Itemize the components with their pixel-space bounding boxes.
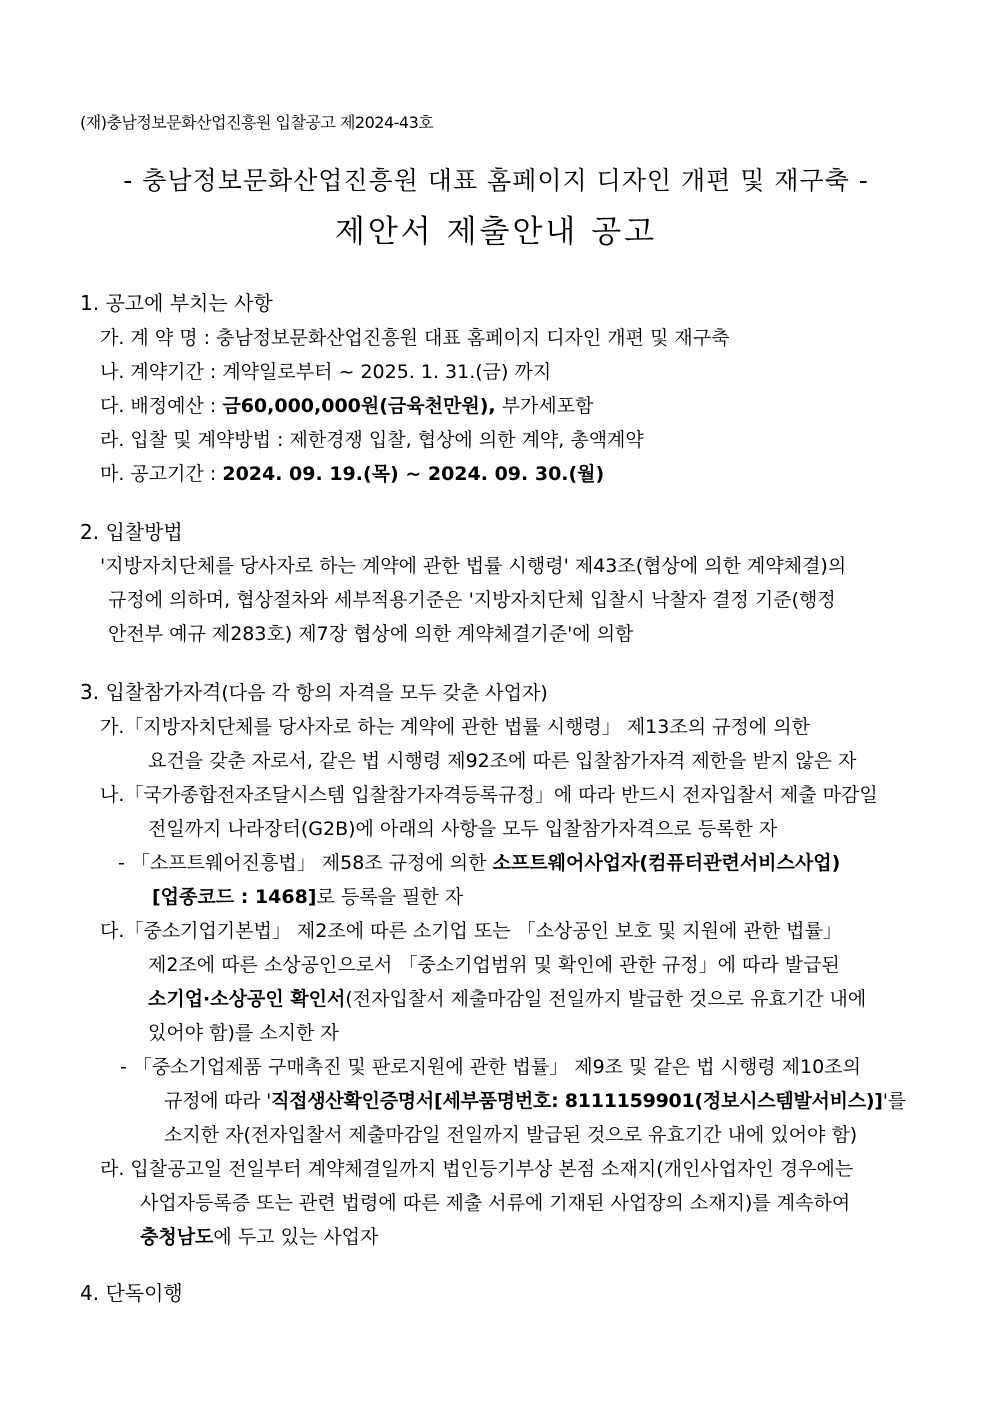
section-3-heading <box>80 679 548 706</box>
qualification-da-sub-line-3: 소지한 자(전자입찰서 제출마감일 전일까지 발급된 것으로 유효기간 내에 있어야 함) <box>164 1124 858 1146</box>
notice-period-dates: 2024. 09. 19.(목) ~ 2024. 09. 30.(월) <box>222 463 605 485</box>
direct-production-certificate: 직접생산확인증명서[세부품명번호: 8111159901(정보시스템발서비스)] <box>271 1090 883 1112</box>
notice-period <box>100 461 604 487</box>
contract-name: 가. 계 약 명 : 충남정보문화산업진흥원 대표 홈페이지 디자인 개편 및 재구축 <box>100 327 730 349</box>
qualification-ga-line-2: 요건을 갖춘 자로서, 같은 법 시행령 제92조에 따른 입찰참가자격 제한을 받지 않은 자 <box>148 750 857 772</box>
qualification-da-line-4: 있어야 함)를 소지한 자 <box>148 1022 339 1044</box>
qualification-da-line-1: 다.「중소기업기본법」 제2조에 따른 소기업 또는 「소상공인 보호 및 지원에 관한 법률」 <box>100 920 842 942</box>
industry-code: [업종코드 : 1468] <box>152 886 317 908</box>
qualification-na-line-2: 전일까지 나라장터(G2B)에 아래의 사항을 모두 입찰참가자격으로 등록한 자 <box>148 818 778 840</box>
certificate-validity-note: (전자입찰서 제출마감일 전일까지 발급한 것으로 유효기간 내에 <box>345 988 867 1010</box>
bid-method: 라. 입찰 및 계약방법 : 제한경쟁 입찰, 협상에 의한 계약, 총액계약 <box>100 429 644 451</box>
section-3-title: 3. 입찰참가자격 <box>80 680 222 704</box>
qualification-ra-line-3 <box>140 1224 378 1250</box>
budget-amount: 금60,000,000원(금육천만원), <box>222 395 496 417</box>
direct-production-suffix: '를 <box>882 1090 906 1112</box>
direct-production-prefix: 규정에 따라 ' <box>164 1090 272 1112</box>
qualification-na-sub-line-2 <box>152 884 463 910</box>
notice-number: (재)충남정보문화산업진흥원 입찰공고 제2024-43호 <box>80 113 434 132</box>
qualification-da-sub-line-2 <box>164 1088 906 1114</box>
bid-method-line-2: 규정에 의하며, 협상절차와 세부적용기준은 '지방자치단체 입찰시 낙찰자 결정 기준(행정 <box>108 589 836 611</box>
contract-period: 나. 계약기간 : 계약일로부터 ~ 2025. 1. 31.(금) 까지 <box>100 361 552 383</box>
notice-subtitle: - 충남정보문화산업진흥원 대표 홈페이지 디자인 개편 및 재구축 - <box>123 166 869 195</box>
section-1-heading: 1. 공고에 부치는 사항 <box>80 291 273 315</box>
qualification-na-line-1: 나.「국가종합전자조달시스템 입찰참가자격등록규정」에 따라 반드시 전자입찰서 제출 마감일 <box>100 784 878 806</box>
bid-method-line-3: 안전부 예규 제283호) 제7장 협상에 의한 계약체결기준'에 의함 <box>108 623 634 645</box>
notice-period-label: 마. 공고기간 : <box>100 463 223 485</box>
budget-label: 다. 배정예산 : <box>100 395 223 417</box>
qualification-da-line-2: 제2조에 따른 소상공인으로서 「중소기업범위 및 확인에 관한 규정」에 따라 발급된 <box>148 954 840 976</box>
section-3-note: (다음 각 항의 자격을 모두 갖춘 사업자) <box>221 682 548 704</box>
qualification-ga-line-1: 가.「지방자치단체를 당사자로 하는 계약에 관한 법률 시행령」 제13조의 규정에 의한 <box>100 716 810 738</box>
software-law-clause: - 「소프트웨어진흥법」 제58조 규정에 의한 <box>118 852 493 874</box>
bid-method-line-1: '지방자치단체를 당사자로 하는 계약에 관한 법률 시행령' 제43조(협상에 의한 계약체결)의 <box>100 555 847 577</box>
budget <box>100 393 593 419</box>
software-business-type: 소프트웨어사업자(컴퓨터관련서비스사업) <box>492 852 841 874</box>
small-business-certificate: 소기업·소상공인 확인서 <box>148 988 346 1010</box>
qualification-da-line-3 <box>148 986 866 1012</box>
qualification-da-sub-line-1: - 「중소기업제품 구매촉진 및 판로지원에 관한 법률」 제9조 및 같은 법 시행령 제10조의 <box>120 1056 861 1078</box>
budget-vat: 부가세포함 <box>495 395 594 417</box>
section-2-heading: 2. 입찰방법 <box>80 520 183 544</box>
region-chungcheongnam-do: 충청남도 <box>140 1226 214 1248</box>
section-4-heading: 4. 단독이행 <box>80 1281 183 1305</box>
industry-code-note: 로 등록을 필한 자 <box>316 886 464 908</box>
qualification-na-sub-line-1 <box>118 850 840 876</box>
qualification-ra-line-1: 라. 입찰공고일 전일부터 계약체결일까지 법인등기부상 본점 소재지(개인사업자인 경우에는 <box>100 1158 854 1180</box>
notice-title: 제안서 제출안내 공고 <box>334 214 658 250</box>
qualification-ra-line-2: 사업자등록증 또는 관련 법령에 따른 제출 서류에 기재된 사업장의 소재지)를 계속하여 <box>140 1192 851 1214</box>
region-note: 에 두고 있는 사업자 <box>213 1226 379 1248</box>
